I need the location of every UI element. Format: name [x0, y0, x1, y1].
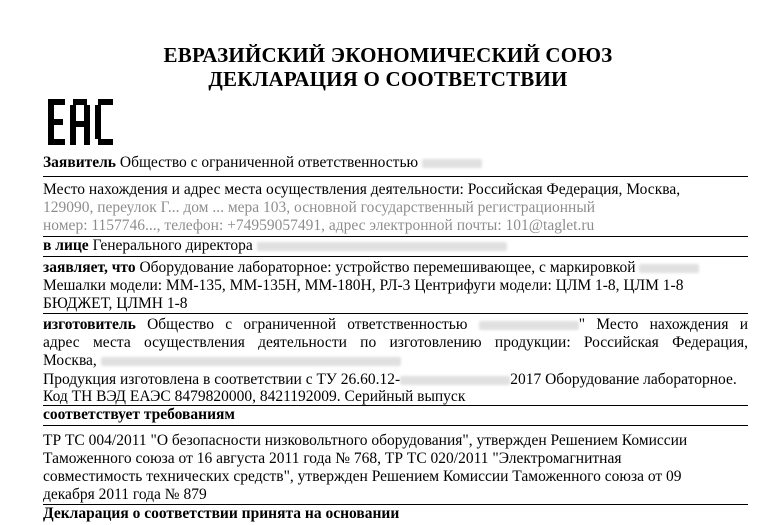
eac-logo-icon	[45, 97, 115, 147]
redacted-person-name	[257, 242, 507, 251]
complies-line-3: совместимость технических средств", утвержден Решением Комиссии Таможенного союза от 09	[43, 468, 682, 485]
manufacturer-text-a: Общество с ограниченной ответственностью	[147, 316, 468, 333]
declares-line-2: Мешалки модели: ММ-135, ММ-135Н, ММ-180Н, РЛ-3 Центрифуги модели: ЦЛМ 1-8, ЦЛМ 1-8	[43, 277, 684, 294]
person-line	[43, 237, 507, 255]
manufacturer-text-b: " Место нахождения и	[578, 316, 749, 333]
produced-text-b: 2017 Оборудование лабораторное.	[510, 371, 737, 388]
document-title-declaration: ДЕКЛАРАЦИЯ О СООТВЕТСТВИИ	[208, 67, 568, 91]
declares-text: Оборудование лабораторное: устройство перемешивающее, с маркировкой	[139, 259, 636, 276]
address-line-2-text: 129090, переулок Г... дом ... мера 103, основной государственный регистрационный	[43, 199, 596, 216]
produced-line-2: Код ТН ВЭД ЕАЭС 8479820000, 8421192009. Серийный выпуск	[43, 388, 466, 405]
complies-line-2: Таможенного союза от 16 августа 2011 года № 768, ТР ТС 020/2011 "Электромагнитная	[43, 450, 622, 467]
redacted-manufacturer-address	[101, 357, 401, 366]
basis-label: Декларация о соответствии принята на основании	[43, 505, 400, 522]
manufacturer-label: изготовитель	[43, 316, 136, 333]
complies-line-1: ТР ТС 004/2011 "О безопасности низковольтного оборудования", утвержден Решением Комиссии	[43, 432, 688, 449]
divider	[43, 256, 748, 257]
applicant-line	[43, 154, 482, 172]
divider	[43, 425, 748, 426]
applicant-text: Общество с ограниченной ответственностью	[119, 154, 419, 171]
complies-line-4: декабря 2011 года № 879	[43, 486, 207, 503]
redacted-tu-number	[400, 376, 510, 385]
address-line-3-text: номер: 1157746..., телефон: +74959057491, адрес электронной почты: 101@taglet.ru	[43, 217, 595, 234]
redacted-applicant	[422, 159, 482, 168]
address-line-1: Место нахождения и адрес места осуществления деятельности: Российская Федерация, Москва,	[43, 181, 681, 198]
divider	[43, 176, 748, 177]
manufacturer-line-2: адрес места осуществления деятельности по изготовлению продукции: Российская Федерация,	[43, 334, 748, 351]
manufacturer-line-3	[43, 352, 401, 370]
manufacturer-city: Москва,	[43, 352, 97, 369]
declares-label: заявляет, что	[43, 259, 136, 276]
divider	[43, 313, 748, 314]
produced-line-1	[43, 371, 737, 389]
complies-label: соответствует требованиям	[43, 406, 235, 423]
declares-line-1	[43, 259, 699, 277]
address-line-2	[43, 199, 595, 217]
declares-line-3: БЮДЖЕТ, ЦЛМН 1-8	[43, 295, 188, 312]
person-label: в лице	[43, 237, 89, 254]
person-text: Генерального директора	[92, 237, 253, 254]
redacted-marking	[639, 264, 699, 273]
applicant-label: Заявитель	[43, 154, 117, 171]
document-title-union: ЕВРАЗИЙСКИЙ ЭКОНОМИЧЕСКИЙ СОЮЗ	[163, 43, 613, 67]
address-line-3	[43, 217, 594, 235]
produced-text-a: Продукция изготовлена в соответствии с ТУ 26.60.12-	[43, 371, 401, 388]
redacted-manufacturer	[479, 321, 579, 330]
manufacturer-line-1	[43, 316, 748, 334]
